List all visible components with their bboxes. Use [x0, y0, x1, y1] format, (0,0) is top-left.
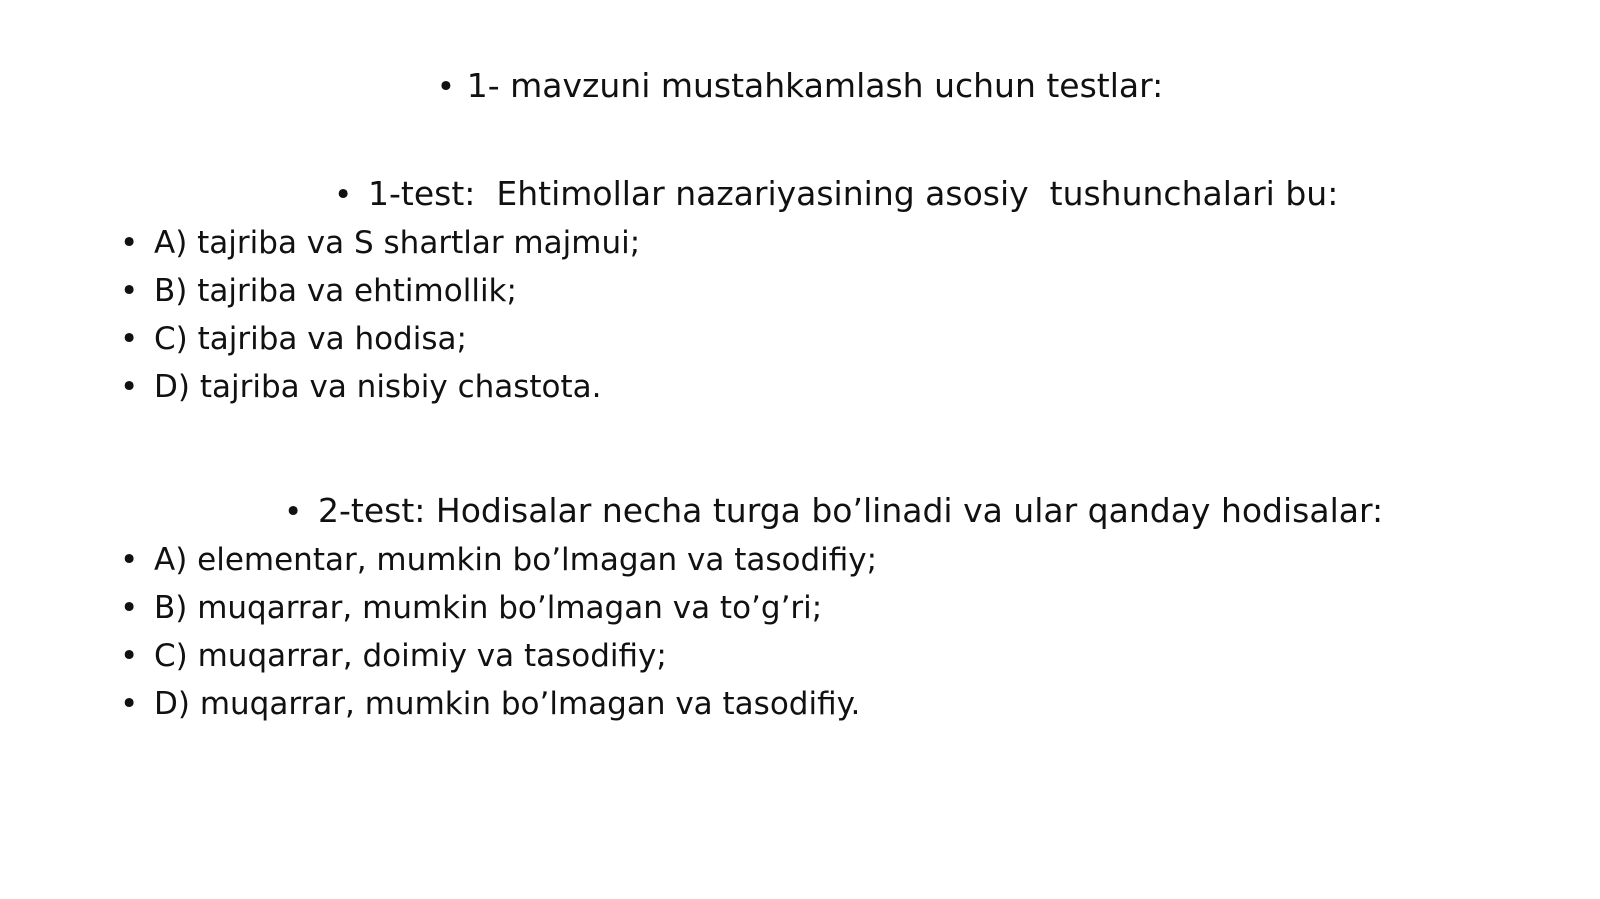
test-2-option-d: [120, 680, 1520, 728]
bullet-icon: •: [120, 273, 139, 309]
bullet-icon: •: [284, 494, 303, 530]
test-2-question: 2-test: Hodisalar necha turga bo’linadi va ular qanday hodisalar:: [318, 491, 1384, 530]
test-1-option-b-label: B) tajriba va ehtimollik;: [154, 273, 517, 309]
test-1-question-line: [120, 170, 1480, 219]
test-1-question: 1-test: Ehtimollar nazariyasining asosiy tushunchalari bu:: [368, 174, 1339, 213]
test-2-option-a: [120, 536, 1520, 584]
bullet-icon: •: [120, 638, 139, 674]
test-1-option-c-label: C) tajriba va hodisa;: [154, 321, 467, 357]
bullet-icon: •: [436, 69, 456, 105]
page-title: 1- mavzuni mustahkamlash uchun testlar:: [466, 66, 1164, 105]
test-2-option-d-label: D) muqarrar, mumkin bo’lmagan va tasodifiy.: [154, 686, 861, 722]
test-1-block: [120, 170, 1480, 411]
bullet-icon: •: [120, 321, 139, 357]
test-2-option-b-label: B) muqarrar, mumkin bo’lmagan va to’g’ri;: [154, 590, 823, 626]
test-2-option-a-label: A) elementar, mumkin bo’lmagan va tasodifiy;: [154, 542, 878, 578]
test-1-option-d-label: D) tajriba va nisbiy chastota.: [154, 369, 602, 405]
slide-title-line: [120, 62, 1480, 111]
test-2-option-c-label: C) muqarrar, doimiy va tasodifiy;: [154, 638, 667, 674]
test-1-option-c: [120, 315, 1480, 363]
test-2-option-c: [120, 632, 1520, 680]
test-1-option-d: [120, 363, 1480, 411]
slide-title-block: [120, 62, 1480, 111]
test-1-option-b: [120, 267, 1480, 315]
test-2-block: [120, 487, 1520, 728]
test-1-option-a: [120, 219, 1480, 267]
bullet-icon: •: [120, 686, 139, 722]
bullet-icon: •: [120, 369, 139, 405]
bullet-icon: •: [120, 225, 139, 261]
test-2-question-line: [120, 487, 1520, 536]
test-1-option-a-label: A) tajriba va S shartlar majmui;: [154, 225, 641, 261]
bullet-icon: •: [334, 177, 353, 213]
bullet-icon: •: [120, 542, 139, 578]
bullet-icon: •: [120, 590, 139, 626]
test-2-option-b: [120, 584, 1520, 632]
